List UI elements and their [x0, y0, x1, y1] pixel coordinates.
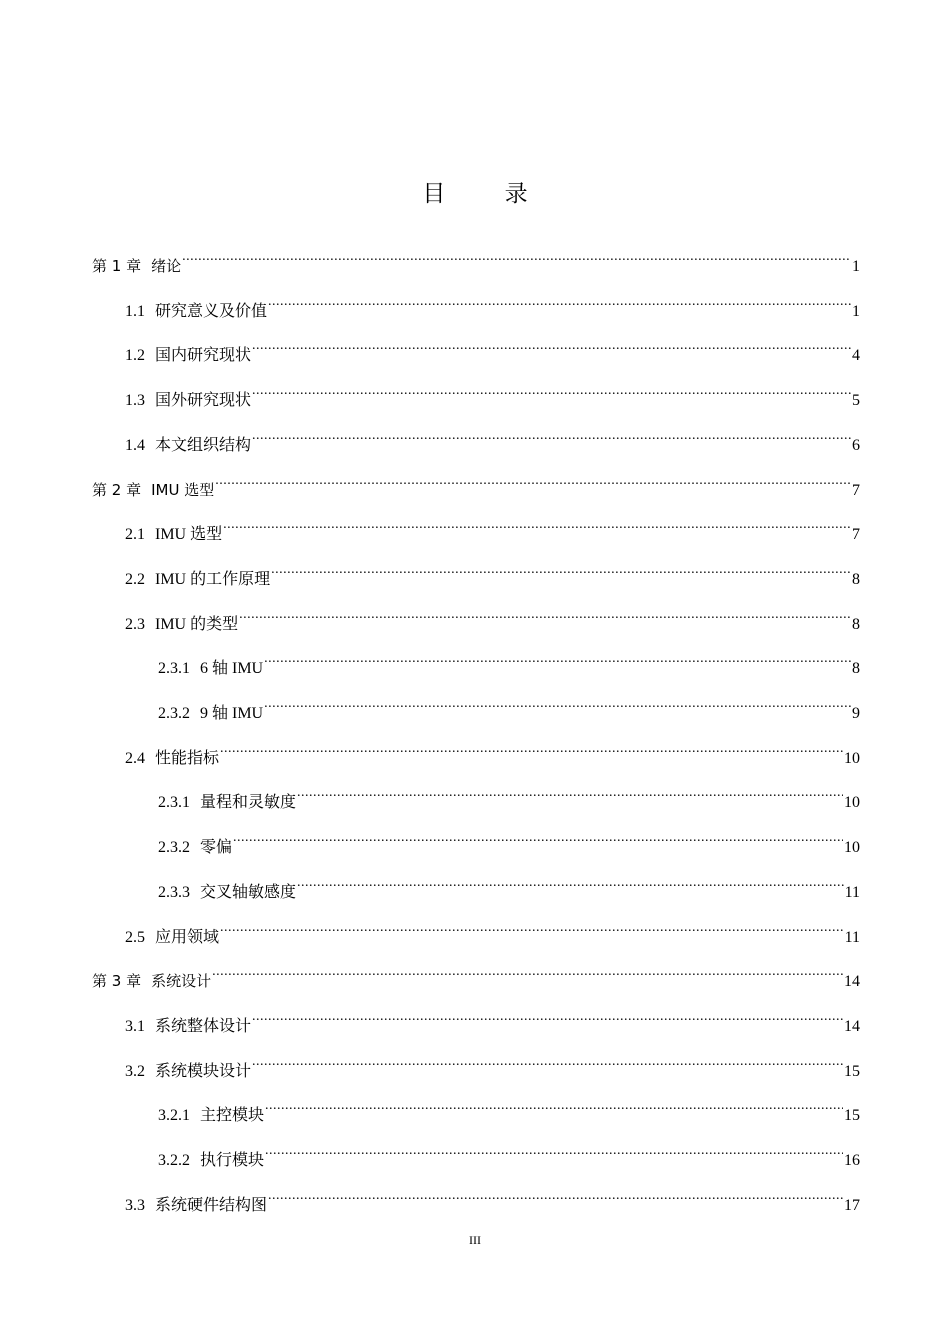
toc-entry-title: 量程和灵敏度	[200, 794, 297, 811]
toc-entry-title: 零偏	[200, 839, 233, 856]
toc-entry-number: 第 2 章	[92, 481, 142, 499]
toc-entry-number: 3.1	[125, 1018, 145, 1035]
toc-entry[interactable]	[125, 601, 860, 633]
toc-entry-title: 系统硬件结构图	[155, 1197, 268, 1214]
toc-entry-page: 15	[844, 1107, 860, 1124]
toc-entry-title: 绪论	[151, 257, 182, 275]
toc-dot-leader	[252, 1003, 843, 1031]
toc-dot-leader	[264, 690, 851, 718]
toc-dot-leader	[252, 332, 851, 360]
toc-entry-page: 14	[844, 1018, 860, 1035]
toc-entry[interactable]	[158, 1137, 860, 1169]
toc-entry[interactable]	[125, 332, 860, 364]
toc-dot-leader	[220, 735, 843, 763]
toc-entry-title: 国内研究现状	[155, 347, 252, 364]
toc-entry-page: 8	[852, 616, 860, 633]
toc-entry[interactable]	[125, 1048, 860, 1080]
toc-entry-page: 1	[852, 303, 860, 320]
toc-dot-leader	[265, 1137, 843, 1165]
toc-dot-leader	[265, 1092, 843, 1120]
toc-entry-page: 15	[844, 1063, 860, 1080]
toc-entry-page: 9	[852, 705, 860, 722]
toc-entry[interactable]	[92, 243, 860, 275]
toc-entry-number: 2.3	[125, 616, 145, 633]
toc-entry[interactable]	[125, 1003, 860, 1035]
toc-entry-number: 3.2.1	[158, 1107, 190, 1124]
toc-entry-title: 国外研究现状	[155, 392, 252, 409]
toc-entry-title: 交叉轴敏感度	[200, 884, 297, 901]
toc-entry-title: 执行模块	[200, 1152, 265, 1169]
toc-entry-title: 应用领域	[155, 929, 220, 946]
toc-entry[interactable]	[92, 958, 860, 990]
toc-entry-page: 8	[852, 660, 860, 677]
toc-entry-number: 2.3.2	[158, 839, 190, 856]
toc-entry-number: 1.4	[125, 437, 145, 454]
toc-entry-page: 5	[852, 392, 860, 409]
toc-entry-title: 系统整体设计	[155, 1018, 252, 1035]
toc-entry[interactable]	[92, 467, 860, 499]
toc-entry-title: IMU 选型	[155, 526, 223, 543]
toc-entry-number: 2.1	[125, 526, 145, 543]
toc-entry-number: 2.3.3	[158, 884, 190, 901]
toc-entry-number: 2.3.1	[158, 660, 190, 677]
toc-dot-leader	[215, 467, 851, 495]
toc-entry[interactable]	[158, 1092, 860, 1124]
toc-dot-leader	[297, 779, 843, 807]
toc-dot-leader	[220, 914, 844, 942]
toc-dot-leader	[268, 288, 851, 316]
toc-entry-title: 性能指标	[155, 750, 220, 767]
toc-entry-page: 7	[852, 482, 860, 499]
toc-entry-page: 10	[844, 794, 860, 811]
toc-entry-page: 10	[844, 750, 860, 767]
toc-entry-title: IMU 的类型	[155, 616, 239, 633]
toc-entry-page: 1	[852, 258, 860, 275]
toc-entry[interactable]	[158, 869, 860, 901]
toc-dot-leader	[233, 824, 843, 852]
toc-entry-page: 11	[844, 929, 860, 946]
toc-entry[interactable]	[125, 914, 860, 946]
toc-entry-number: 第 1 章	[92, 257, 142, 275]
toc-entry-number: 2.3.1	[158, 794, 190, 811]
toc-entry[interactable]	[125, 288, 860, 320]
toc-dot-leader	[212, 958, 843, 986]
toc-entry-page: 16	[844, 1152, 860, 1169]
toc-entry-title: IMU 选型	[151, 481, 215, 499]
toc-entry-title: 系统设计	[151, 972, 212, 990]
toc-entry[interactable]	[158, 645, 860, 677]
toc-entry-page: 6	[852, 437, 860, 454]
toc-entry-number: 第 3 章	[92, 972, 142, 990]
toc-dot-leader	[252, 377, 851, 405]
toc-entry[interactable]	[125, 377, 860, 409]
toc-dot-leader	[297, 869, 844, 897]
page-number-footer: III	[469, 1233, 481, 1247]
toc-entry-title: 研究意义及价值	[155, 303, 268, 320]
toc-entry-title: 本文组织结构	[155, 437, 252, 454]
toc-entry[interactable]	[125, 735, 860, 767]
toc-entry-number: 1.1	[125, 303, 145, 320]
toc-entry-number: 2.4	[125, 750, 145, 767]
toc-entry-title: IMU 的工作原理	[155, 571, 271, 588]
toc-entry-page: 14	[844, 973, 860, 990]
toc-entry-page: 10	[844, 839, 860, 856]
toc-entry[interactable]	[125, 1182, 860, 1214]
toc-entry[interactable]	[125, 511, 860, 543]
toc-entry-number: 2.3.2	[158, 705, 190, 722]
toc-entry-title: 6 轴 IMU	[200, 660, 264, 677]
toc-entry-number: 1.2	[125, 347, 145, 364]
toc-entry[interactable]	[158, 690, 860, 722]
toc-entry-page: 11	[844, 884, 860, 901]
toc-entry[interactable]	[158, 779, 860, 811]
toc-entry-page: 8	[852, 571, 860, 588]
toc-entry-page: 7	[852, 526, 860, 543]
toc-entry-page: 17	[844, 1197, 860, 1214]
toc-entry-page: 4	[852, 347, 860, 364]
toc-entry[interactable]	[158, 824, 860, 856]
toc-entry[interactable]	[125, 556, 860, 588]
toc-entry-number: 3.2.2	[158, 1152, 190, 1169]
toc-dot-leader	[268, 1182, 843, 1210]
toc-entry-title: 系统模块设计	[155, 1063, 252, 1080]
toc-dot-leader	[252, 422, 851, 450]
toc-dot-leader	[182, 243, 851, 271]
toc-entry-title: 主控模块	[200, 1107, 265, 1124]
toc-entry-number: 2.5	[125, 929, 145, 946]
toc-entry-title: 9 轴 IMU	[200, 705, 264, 722]
toc-dot-leader	[252, 1048, 843, 1076]
toc-entry-number: 3.3	[125, 1197, 145, 1214]
toc-entry[interactable]	[125, 422, 860, 454]
page-title: 目 录	[422, 181, 554, 207]
toc-dot-leader	[239, 601, 851, 629]
toc-dot-leader	[271, 556, 851, 584]
toc-dot-leader	[264, 645, 851, 673]
toc-entry-number: 3.2	[125, 1063, 145, 1080]
toc-entry-number: 2.2	[125, 571, 145, 588]
toc-entry-number: 1.3	[125, 392, 145, 409]
toc-dot-leader	[223, 511, 851, 539]
